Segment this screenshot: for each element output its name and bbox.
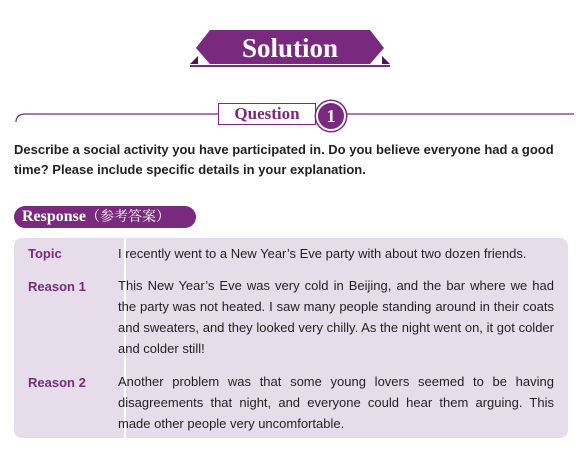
question-prompt: Describe a social activity you have participated in. Do you believe everyone had a good time? Please include specific details in your explanation. [14,142,554,177]
response-table [14,238,568,438]
question-number-badge: 1 [316,101,346,131]
response-label-cn: （参考答案） [86,209,171,225]
title-banner [190,28,390,70]
response-tab [14,206,196,228]
row-text-reason-2: Another problem was that some young lovers seemed to be having disagreements that night, and everyone could hear them arguing. This made other people very uncomfortable. [118,374,554,431]
row-text-topic: I recently went to a New Year’s Eve party with about two dozen friends. [118,246,527,261]
row-label-reason-1: Reason 1 [28,279,86,294]
response-label: Response [22,208,87,225]
row-label-topic: Topic [28,246,62,261]
question-label: Question [234,104,300,123]
page-title: Solution [241,33,339,63]
row-label-reason-2: Reason 2 [28,375,86,390]
row-text-reason-1: This New Year’s Eve was very cold in Beijing, and the bar where we had the party was not heated. I saw many people standing around in their coats and sweaters, and they looked very chilly. As the night went on, it got colder and colder still! [118,278,554,356]
